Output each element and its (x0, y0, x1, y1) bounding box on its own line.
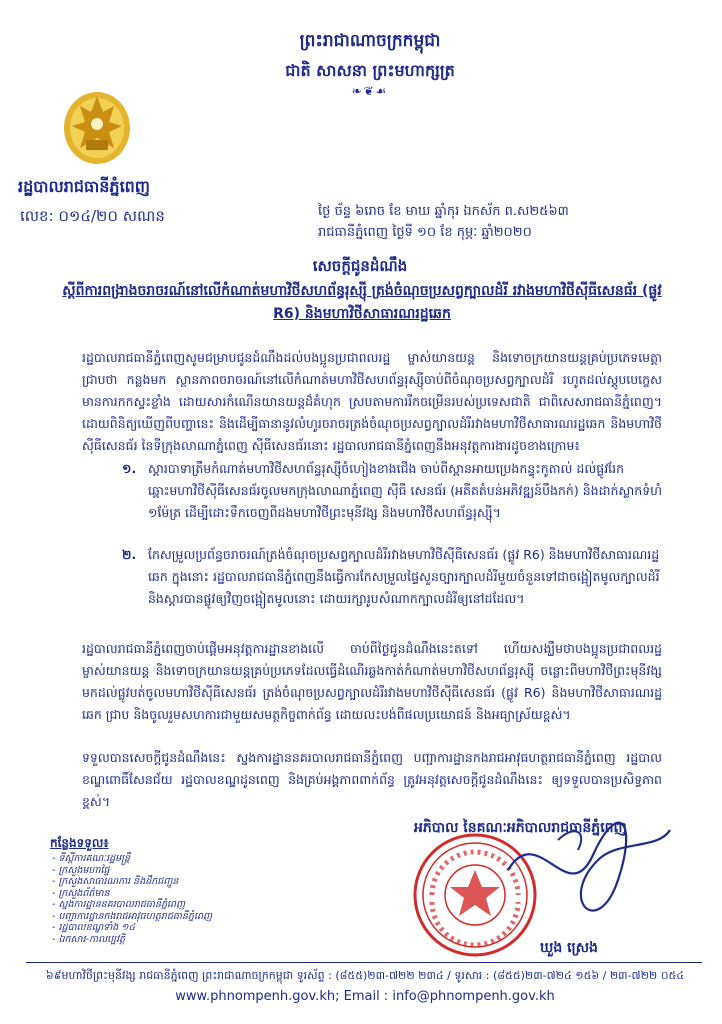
list-item-text: កែសម្រួលប្រព័ន្ធចរាចរណ៍ត្រង់ចំណុចប្រសព្វក្បាលដំរីរវាងមហាវិថីស៊ីធីសេនធ័រ (ផ្លូវ R6) និងមហាវិថីសាធារណរដ្ឋឆេក ក្នុងនោះ រដ្ឋបាលរាជធានីភ្នំពេញនឹងធ្វើការកែសម្រួលផ្ទៃសួនច្បារក្បាលដំរីមួយចំនួនទៅជាចង្អៀតមូលក្បាលដំរី និងស្តារបានផ្លូវឲ្យវិញចង្អៀតមូលនោះ ដោយរក្សារូបសំណាកក្បាលដំរីឲ្យនៅដដែល។ (148, 547, 660, 606)
cc-item: - ឯកសារ-កាលប្បវត្តិ (52, 934, 352, 946)
document-title: សេចក្តីជូនដំណឹង (312, 257, 408, 275)
list-item-number: ១. (122, 461, 137, 476)
footer-address: ៦៩មហាវិថីព្រះមុនីវង្ស រាជធានីភ្នំពេញ ព្រះរាជាណាចក្រកម្ពុជា ទូរស័ព្ទ : (៨៥៥)២៣-៧២២ ២៣៤ / ទូរសារ : (៨៥៥)២៣-៧២៤ ១៥៦ / ២៣-៧២២ ០៥៤ (45, 969, 685, 982)
cc-item: - ក្រសួងព័ត៌មាន (52, 888, 352, 900)
cc-item: - រដ្ឋបាលខណ្ឌទាំង ១៤ (52, 922, 352, 934)
lunar-date: ថ្ងៃ ច័ន្ទ ៦រោច ខែ មាឃ ឆ្នាំកុរ ឯកស័ក ព.ស២៥៦៣ (318, 204, 569, 219)
cc-item: - ស្នងការដ្ឋាននគរបាលរាជធានីភ្នំពេញ (52, 899, 352, 911)
list-item (122, 544, 668, 610)
cc-item: - ក្រសួងមហាផ្ទៃ (52, 865, 352, 877)
cc-item: - បញ្ជាការដ្ឋានកងរាជអាវុធហត្ថរាជធានីភ្នំពេញ (52, 911, 352, 923)
list-item (122, 458, 668, 524)
header-ornament: ❧❦☙ (351, 84, 389, 98)
phnom-penh-emblem-icon (62, 82, 132, 166)
kingdom-heading: ព្រះរាជាណាចក្រកម្ពុជា (299, 31, 441, 51)
footer-divider (26, 962, 702, 963)
handwritten-signature-icon (498, 800, 678, 920)
subject-text: ស្តីពីការពង្រាងចរាចរណ៍នៅលើកំណាត់មហាវិថីសហព័ន្ធរុស្ស៊ី ត្រង់ចំណុចប្រសព្វក្បាលដំរី រវាងមហាវិថីស៊ីធីសេនធ័រ (ផ្លូវ R6) និងមហាវិថីសាធារណរដ្ឋឆេក (62, 283, 662, 322)
website-link[interactable]: www.phnompenh.gov.kh (175, 989, 336, 1004)
email-link[interactable]: info@phnompenh.gov.kh (392, 989, 555, 1004)
reference-number: លេខ: ០១៤/២០ សណន (20, 207, 165, 225)
closing-paragraph: ទទួលបានសេចក្តីជូនដំណឹងនេះ ស្នងការដ្ឋាននគរបាលរាជធានីភ្នំពេញ បញ្ជាការដ្ឋានកងរាជអាវុធហត្ថរាជធានីភ្នំពេញ រដ្ឋបាលខណ្ឌពោធិ៍សែនជ័យ រដ្ឋបាលខណ្ឌដូនពេញ និងគ្រប់អង្គភាពពាក់ព័ន្ធ ត្រូវអនុវត្តសេចក្តីជូនដំណឹងនេះ ឲ្យទទួលបានប្រសិទ្ធភាពខ្ពស់។ (82, 750, 662, 809)
cc-list (52, 853, 352, 945)
list-item-text: ស្តារបាទាត្រឹមកំណាត់មហាវិថីសហព័ន្ធរុស្ស៊ីចំហៀងខាងជើង ចាប់ពីស្ពានអាយប្រេងកន្ទុះកូតាល់ ដល់ផ្លូវរែកឆ្ពោះមហាវិថីស៊ីធីសេនធ័រចូលមកក្រុងលាណាភ្នំពេញ ស៊ីធី សេនធ័រ (អតីតតំបន់អភិវឌ្ឍន៍បឹងកក់) និងដាក់ស្លាកទំហំ ១ម៉ែត្រ ដើម្បីដោះទឹកចេញពីដងមហាវិថីព្រះមុនីវង្ស និងមហាវិថីសហព័ន្ធរុស្ស៊ី។ (148, 461, 663, 520)
footer-contact: www.phnompenh.gov.kh; Email : info@phnompenh.gov.kh (175, 989, 555, 1004)
solar-date: រាជធានីភ្នំពេញ ថ្ងៃទី ១០ ខែ កុម្ភៈ ឆ្នាំ២០២០ (318, 225, 532, 240)
issuing-authority: រដ្ឋបាលរាជធានីភ្នំពេញ (18, 177, 151, 196)
cc-item: - ក្រសួងសាធារណការ និងដឹកជញ្ជូន (52, 876, 352, 888)
intro-paragraph: រដ្ឋបាលរាជធានីភ្នំពេញសូមជម្រាបជូនដំណឹងដល់បងប្អូនប្រជាពលរដ្ឋ ម្ចាស់យានយន្ត និងទោចក្រយានយន្តគ្រប់ប្រភេទមេត្តាជ្រាបថា កន្លងមក ស្ថានភាពចរាចរណ៍នៅលើកំណាត់មហាវិថីសហព័ន្ធរុស្ស៊ីចាប់ពីចំណុចប្រសព្វក្បាលដំរី រហូតដល់ស្តូបបេក្ខេស មានការកកស្ទះខ្លាំង ដោយសារកំណើនយានយន្តដ៏គំហុក ស្របតាមការរីកចម្រើនរបស់ប្រទេសជាតិ ជាពិសេសរាជធានីភ្នំពេញ។ ដោយពិនិត្យឃើញពីបញ្ហានេះ និងដើម្បីធានានូវលំហូរចរាចរត្រង់ចំណុចប្រសព្វក្បាលដំរីរវាងមហាវិថីសាធារណរដ្ឋឆេក និងមហាវិថីស៊ីធីសេនធ័រ នៃទីក្រុងលាណាភ្នំពេញ ស៊ីធីសេនធ័រនោះ រដ្ឋបាលរាជធានីភ្នំពេញនឹងអនុវត្តការងារដូចខាងក្រោម៖ (82, 350, 662, 453)
cc-item: - ទីស្តីការគណៈរដ្ឋមន្ត្រី (52, 853, 352, 865)
email-label: Email : (343, 989, 389, 1004)
document-subject (52, 280, 672, 326)
list-item-number: ២. (122, 547, 137, 562)
signatory-title: អភិបាល នៃគណៈអភិបាលរាជធានីភ្នំពេញ (414, 820, 627, 836)
cc-title: កន្លែងទទួល៖ (50, 836, 109, 850)
signatory-name: ឃួង ស្រេង (540, 940, 598, 956)
national-motto: ជាតិ សាសនា ព្រះមហាក្សត្រ (285, 61, 455, 80)
implementation-paragraph: រដ្ឋបាលរាជធានីភ្នំពេញចាប់ផ្តើមអនុវត្តការដ្ឋានខាងលើ ចាប់ពីថ្ងៃជូនដំណឹងនេះតទៅ ហើយសង្ឃឹមថាបងប្អូនប្រជាពលរដ្ឋ ម្ចាស់យានយន្ត និងទោចក្រយានយន្តគ្រប់ប្រភេទដែលធ្វើដំណើរឆ្លងកាត់កំណាត់មហាវិថីសហព័ន្ធរុស្ស៊ី ចន្លោះពីមហាវិថីព្រះមុនីវង្សមកដល់ផ្លូវបត់ចូលមហាវិថីស៊ីធីសេនធ័រ ត្រង់ចំណុចប្រសព្វក្បាលដំរីរវាងមហាវិថីស៊ីធីសេនធ័រ (ផ្លូវ R6) និងមហាវិថីសាធារណរដ្ឋឆេក ជ្រាប និងចូលរួមសហការជាមួយសមត្ថកិច្ចពាក់ព័ន្ធ ដោយលះបង់ពីផលប្រយោជន៍ និងអធ្យាស្រ័យខ្ពស់។ (82, 641, 662, 722)
